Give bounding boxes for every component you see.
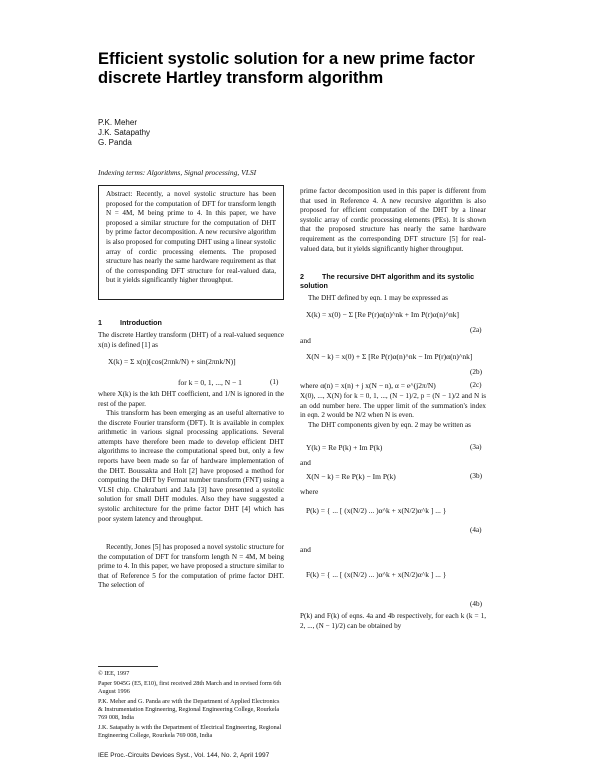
equation-2b: X(N − k) = x(0) + Σ [Re P(r)α(n)^nk − Im P(r)α(n)^nk] <box>306 352 473 361</box>
equation-rhs: Σ x(n)[cos(2πnk/N) + sin(2πnk/N)] <box>130 357 236 366</box>
equation-2c: where α(n) = x(n) + j x(N − n), α = e^(j2π/N) <box>300 381 436 390</box>
right-paragraph-5 <box>300 612 486 642</box>
connector-where: where <box>300 487 319 496</box>
author-name: G. Panda <box>98 138 132 147</box>
author-name: J.K. Satapathy <box>98 128 151 137</box>
author-list <box>98 118 150 148</box>
equation-3b: X(N − k) = Re P(k) − Im P(k) <box>306 472 396 481</box>
section-title: The recursive DHT algorithm and its systolic solution <box>300 272 475 290</box>
equation-number: (2b) <box>470 368 482 376</box>
connector-and: and <box>300 458 311 467</box>
equation-number: (4a) <box>470 526 482 534</box>
footnote-line: P.K. Meher and G. Panda are with the Department of Applied Electronics & Instrumentation Engineering, Regional Engineering College, Rourkela 769 008, India <box>98 698 280 721</box>
paragraph: This transform has been emerging as an useful alternative to the discrete Fourier transform (DFT). It is available in complex arithmetic in various signal processing applications. Several attempts have therefore been made to develop efficient DHT algorithms to increase the computational speed but, only a few reports have been made so far of hardware implementation of the DHT. Boussakta and Holt [2] have proposed a method for computing the DHT by Fermat number transform (FNT) using a VLSI chip. Chakrabarti and JaJa [3] have presented a systolic solution for small DHT modules. Also they have suggested a systolic architecture for the prime factor DHT [4] which has poor system latency and throughput. <box>98 409 284 523</box>
equation-number: (2c) <box>470 381 482 389</box>
paragraph: X(0), ..., X(N) for k = 0, 1, ..., (N − 1)/2, p = (N − 1)/2 and N is an odd number here. The upper limit of the summation's index in eqn. 2 would be N/2 when N is even. <box>300 392 486 420</box>
equation-lhs: X(k) = <box>108 357 131 366</box>
right-paragraph-2 <box>300 294 486 304</box>
equation-3a: Y(k) = Re P(k) + Im P(k) <box>306 443 383 452</box>
equation-number: (2a) <box>470 326 482 334</box>
right-paragraph-1 <box>300 187 486 267</box>
section-2-heading <box>300 272 486 290</box>
equation-1 <box>108 357 236 367</box>
connector-and: and <box>300 545 311 554</box>
paper-title: Efficient systolic solution for a new prime factor discrete Hartley transform algorithm <box>98 50 475 87</box>
intro-paragraph-3 <box>98 409 284 543</box>
journal-footer: IEE Proc.-Circuits Devices Syst., Vol. 144, No. 2, April 1997 <box>98 752 270 759</box>
section-title: Introduction <box>120 318 162 327</box>
footnote-rule <box>98 666 158 667</box>
intro-paragraph-2 <box>98 390 284 410</box>
right-paragraph-4 <box>300 421 486 441</box>
footnote-line: © IEE, 1997 <box>98 670 130 677</box>
equation-number: (1) <box>270 378 279 386</box>
footnote-line: J.K. Satapathy is with the Department of Electrical Engineering, Regional Engineering College, Rourkela 769 008, India <box>98 724 282 739</box>
paragraph: P(k) and F(k) of eqns. 4a and 4b respectively, for each k (k = 1, 2, ..., (N − 1)/2) can be obtained by <box>300 612 486 630</box>
paragraph: The DHT defined by eqn. 1 may be expressed as <box>308 294 448 302</box>
paragraph: Recently, Jones [5] has proposed a novel systolic structure for the computation of DFT for transform length N = 4M, M being prime to 4. In this paper, we have proposed a structure similar to that of Reference 5 for the computation of prime factor DHT. The selection of <box>98 543 284 590</box>
paragraph: The discrete Hartley transform (DHT) of a real-valued sequence x(n) is defined [1] as <box>98 331 284 349</box>
author-name: P.K. Meher <box>98 118 137 127</box>
footnote <box>98 670 284 742</box>
intro-paragraph-4 <box>98 543 284 601</box>
equation-number: (3a) <box>470 443 482 451</box>
equation-1-condition: for k = 0, 1, ..., N − 1 <box>178 378 242 387</box>
intro-paragraph-1 <box>98 331 284 355</box>
connector-and: and <box>300 336 311 345</box>
equation-number: (4b) <box>470 600 482 608</box>
abstract-box: Abstract: Recently, a novel systolic structure has been proposed for the computation of DFT for transform length N = 4M, M being prime to 4. In this paper, we have proposed a similar structure for the computation of DHT by prime factor decomposition. A new recursive algorithm is also proposed for computing DHT using a linear systolic array of cordic processing elements. The proposed structure has nearly the same hardware requirement as that of the corresponding DFT structure for real-valued data, but it yields significantly higher throughput. <box>98 185 284 300</box>
paragraph: The DHT components given by eqn. 2 may be written as <box>308 421 471 429</box>
section-number: 2 <box>300 272 304 281</box>
right-paragraph-3 <box>300 392 486 422</box>
paragraph: prime factor decomposition used in this paper is different from that used in Reference 4. A new recursive algorithm is also proposed for efficient computation of the DHT by a linear systolic array of cordic processing elements (PEs). It is shown that the proposed structure has nearly the same hardware requirement as the corresponding DFT structure [5] for real-valued data, but it yields significantly higher throughput. <box>300 187 486 253</box>
section-1-heading <box>98 318 162 327</box>
equation-4a: P(k) = { ... [ (x(N/2) ... )α^k + x(N/2)α^k ] ... } <box>306 506 447 515</box>
section-number: 1 <box>98 318 102 327</box>
equation-2a: X(k) = x(0) − Σ [Re P(r)α(n)^nk + Im P(r)α(n)^nk] <box>306 310 459 319</box>
indexing-terms: Indexing terms: Algorithms, Signal processing, VLSI <box>98 168 257 177</box>
paragraph: where X(k) is the kth DHT coefficient, and 1/N is ignored in the rest of the paper. <box>98 390 284 408</box>
equation-number: (3b) <box>470 472 482 480</box>
equation-4b: F(k) = { ... [ (x(N/2) ... )α^k + x(N/2)α^k ] ... } <box>306 570 447 579</box>
footnote-line: Paper 9045G (E5, E10), first received 28th March and in revised form 6th August 1996 <box>98 680 282 695</box>
